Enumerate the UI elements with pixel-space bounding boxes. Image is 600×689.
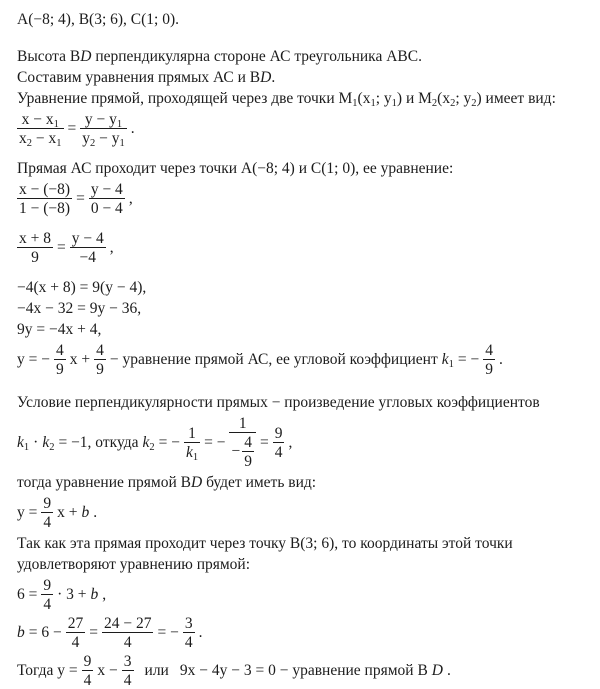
text: ; y bbox=[375, 90, 392, 107]
spacer bbox=[17, 30, 594, 46]
italic-var-k: k bbox=[142, 433, 150, 451]
eq-k2-derivation bbox=[17, 415, 594, 470]
punctuation: , bbox=[288, 433, 293, 451]
spacer bbox=[17, 268, 594, 277]
fraction bbox=[94, 342, 106, 378]
equals-sign: = bbox=[89, 624, 98, 641]
denominator: 4 bbox=[274, 443, 283, 461]
text: или bbox=[144, 662, 169, 679]
eq-two-point-formula bbox=[17, 111, 594, 147]
spacer bbox=[17, 149, 594, 158]
eq-bd-general bbox=[17, 495, 594, 531]
line-two-point-formula-intro bbox=[17, 88, 594, 109]
text: 9x − 4y − 3 = 0 − уравнение прямой В bbox=[179, 662, 428, 679]
denominator: 4 bbox=[123, 672, 132, 689]
denominator: −4 bbox=[79, 249, 96, 266]
numerator: 9 bbox=[43, 495, 52, 512]
numerator: 4 bbox=[96, 342, 104, 359]
subscript: 1 bbox=[370, 98, 376, 109]
denominator: 4 bbox=[43, 514, 52, 531]
fraction bbox=[41, 577, 53, 613]
line-given-points: A(−8; 4), B(3; 6), C(1; 0). bbox=[17, 11, 180, 28]
text: ) и М bbox=[396, 90, 432, 107]
italic-var-k: k bbox=[17, 433, 24, 451]
numerator: 4 bbox=[244, 434, 252, 451]
text: = −1, откуда bbox=[58, 433, 139, 451]
fraction bbox=[82, 653, 94, 689]
subscript: 2 bbox=[26, 138, 32, 149]
punctuation: . bbox=[198, 624, 203, 641]
eq-final-bd bbox=[17, 653, 594, 689]
fraction bbox=[273, 425, 285, 461]
numerator: 9 bbox=[274, 424, 283, 442]
line-perpendicularity-condition: Условие перпендикулярности прямых − произведение угловых коэффициентов bbox=[17, 394, 540, 411]
text: 6 = bbox=[17, 586, 38, 603]
text: − уравнение прямой АС, ее угловой коэффициент bbox=[109, 351, 438, 368]
italic-var-k: k bbox=[185, 443, 193, 461]
text: x + bbox=[57, 504, 78, 521]
fraction bbox=[89, 181, 125, 217]
italic-var-b: b bbox=[17, 624, 25, 641]
denominator: 9 bbox=[244, 453, 252, 470]
subscript: 1 bbox=[23, 441, 30, 453]
italic-var-d: D bbox=[191, 474, 203, 491]
italic-var-b: b bbox=[90, 586, 99, 603]
fraction bbox=[70, 230, 106, 266]
numerator: 9 bbox=[43, 577, 52, 594]
equals-sign: = bbox=[57, 239, 66, 256]
subscript: 1 bbox=[53, 119, 59, 130]
denominator bbox=[184, 443, 200, 461]
subscript: 1 bbox=[116, 119, 123, 130]
denominator: 4 bbox=[184, 634, 193, 651]
text: x bbox=[19, 130, 27, 147]
text: = − bbox=[457, 351, 480, 368]
italic-var-d: D bbox=[260, 69, 272, 86]
punctuation: , bbox=[109, 239, 114, 256]
text: = − bbox=[204, 433, 226, 451]
equals-sign: = bbox=[76, 190, 85, 207]
text: − y bbox=[95, 130, 120, 147]
text: = − bbox=[157, 624, 179, 641]
denominator bbox=[17, 129, 64, 147]
numerator: 1 bbox=[229, 415, 256, 433]
equals-sign: = bbox=[259, 433, 269, 451]
text: = − bbox=[158, 433, 180, 451]
minus-sign: − bbox=[231, 442, 241, 460]
denominator: 9 bbox=[55, 361, 64, 378]
subscript: 2 bbox=[90, 138, 96, 149]
line-point-b-2: удовлетворяют уравнению прямой: bbox=[17, 556, 251, 573]
denominator: 9 bbox=[31, 249, 39, 266]
numerator: 4 bbox=[55, 342, 64, 359]
fraction bbox=[122, 653, 134, 689]
fraction bbox=[184, 425, 200, 461]
multiplication-dot: · bbox=[33, 433, 39, 451]
numerator: 1 bbox=[184, 425, 200, 443]
numerator bbox=[80, 111, 127, 129]
equals-sign: = bbox=[67, 120, 77, 137]
numerator: 24 − 27 bbox=[103, 615, 152, 632]
text: (x bbox=[357, 90, 371, 107]
text: y − y bbox=[84, 111, 117, 128]
spacer bbox=[17, 219, 594, 228]
fraction bbox=[41, 495, 53, 531]
eq-ac-simplified bbox=[17, 230, 594, 266]
numerator: 27 bbox=[67, 615, 84, 632]
subscript: 1 bbox=[352, 98, 358, 109]
numerator bbox=[17, 111, 64, 129]
eq-ac-slope-form bbox=[17, 342, 594, 378]
fraction bbox=[17, 230, 53, 266]
line-expand-3: 9y = −4x + 4, bbox=[17, 321, 102, 338]
subscript: 2 bbox=[149, 441, 155, 453]
punctuation: . bbox=[93, 504, 98, 521]
denominator: 4 bbox=[71, 634, 80, 651]
eq-ac-substituted bbox=[17, 181, 594, 217]
fraction bbox=[17, 111, 64, 147]
text: (x bbox=[437, 90, 451, 107]
punctuation: . bbox=[499, 351, 503, 368]
denominator bbox=[229, 433, 256, 470]
subscript: 1 bbox=[119, 138, 125, 149]
italic-var-k: k bbox=[42, 433, 50, 451]
punctuation: . bbox=[130, 120, 135, 137]
numerator: x + 8 bbox=[19, 230, 51, 247]
line-expand-1: −4(x + 8) = 9(y − 4), bbox=[17, 279, 147, 296]
text: · 3 + bbox=[57, 586, 87, 603]
text: . bbox=[271, 69, 276, 86]
punctuation: , bbox=[102, 586, 107, 603]
fraction bbox=[183, 615, 195, 651]
text: − x bbox=[32, 130, 57, 147]
fraction bbox=[66, 615, 86, 651]
denominator: 4 bbox=[123, 634, 132, 651]
inner-fraction bbox=[242, 434, 254, 470]
k2-variable bbox=[42, 433, 54, 453]
denominator bbox=[80, 129, 127, 147]
italic-var-d: D bbox=[431, 662, 443, 679]
italic-var-b: b bbox=[81, 504, 90, 521]
text: y = − bbox=[17, 351, 50, 368]
numerator: 4 bbox=[485, 342, 494, 359]
subscript: 1 bbox=[56, 138, 62, 149]
text: = 6 − bbox=[28, 624, 62, 641]
subscript: 2 bbox=[471, 98, 477, 109]
line-expand-2: −4x − 32 = 9y − 36, bbox=[17, 300, 142, 317]
denominator: 9 bbox=[96, 361, 104, 378]
text: y = bbox=[17, 504, 38, 521]
numerator: 3 bbox=[123, 653, 132, 670]
text: будет иметь вид: bbox=[202, 474, 317, 491]
text: перпендикулярна стороне АС треугольника АВС. bbox=[91, 48, 422, 65]
fraction bbox=[483, 342, 495, 378]
text: Тогда y = bbox=[17, 662, 78, 679]
line-height-bd bbox=[17, 46, 594, 67]
text: x + bbox=[69, 351, 91, 368]
subscript: 2 bbox=[431, 98, 438, 109]
spacer bbox=[17, 380, 594, 392]
fraction bbox=[54, 342, 66, 378]
text: Составим уравнения прямых АС и В bbox=[17, 69, 261, 86]
subscript: 1 bbox=[192, 451, 199, 463]
numerator: y − 4 bbox=[71, 230, 104, 247]
k2-variable bbox=[142, 433, 154, 453]
line-bd-equation-form bbox=[17, 472, 594, 493]
subscript: 2 bbox=[450, 98, 456, 109]
fraction bbox=[102, 615, 154, 651]
line-point-b-1: Так как эта прямая проходит через точку В(3; 6), то координаты этой точки bbox=[17, 535, 513, 552]
line-ac-through-points: Прямая АС проходит через точки А(−8; 4) и С(1; 0), ее уравнение: bbox=[17, 160, 454, 177]
fraction bbox=[17, 181, 72, 217]
subscript: 1 bbox=[391, 98, 397, 109]
line-compose-equations bbox=[17, 67, 594, 88]
text: y bbox=[82, 130, 90, 147]
denominator: 4 bbox=[43, 596, 52, 613]
text: x − x bbox=[21, 111, 54, 128]
denominator: 0 − 4 bbox=[90, 200, 123, 217]
numerator: 3 bbox=[184, 615, 193, 632]
text: Высота В bbox=[17, 48, 81, 65]
subscript: 1 bbox=[448, 359, 454, 370]
k1-variable bbox=[17, 433, 29, 453]
italic-var-k: k bbox=[441, 351, 449, 368]
text: ) имеет вид: bbox=[476, 90, 556, 107]
punctuation: , bbox=[128, 190, 133, 207]
fraction bbox=[80, 111, 127, 147]
numerator: 9 bbox=[83, 653, 92, 670]
text: x − bbox=[97, 662, 118, 679]
denominator: 4 bbox=[83, 672, 92, 689]
numerator: y − 4 bbox=[90, 181, 123, 198]
denominator: 9 bbox=[485, 361, 494, 378]
subscript: 2 bbox=[49, 441, 55, 453]
punctuation: . bbox=[447, 662, 451, 679]
denominator: 1 − (−8) bbox=[19, 200, 71, 217]
text: Уравнение прямой, проходящей через две точки М bbox=[17, 90, 353, 107]
eq-solve-b bbox=[17, 615, 594, 651]
text: ; y bbox=[455, 90, 472, 107]
fraction-nested bbox=[229, 415, 256, 470]
eq-substitute-point-b bbox=[17, 577, 594, 613]
k1-variable bbox=[442, 350, 454, 370]
text: тогда уравнение прямой В bbox=[17, 474, 192, 491]
italic-var-d: D bbox=[80, 48, 92, 65]
numerator: x − (−8) bbox=[19, 181, 71, 198]
